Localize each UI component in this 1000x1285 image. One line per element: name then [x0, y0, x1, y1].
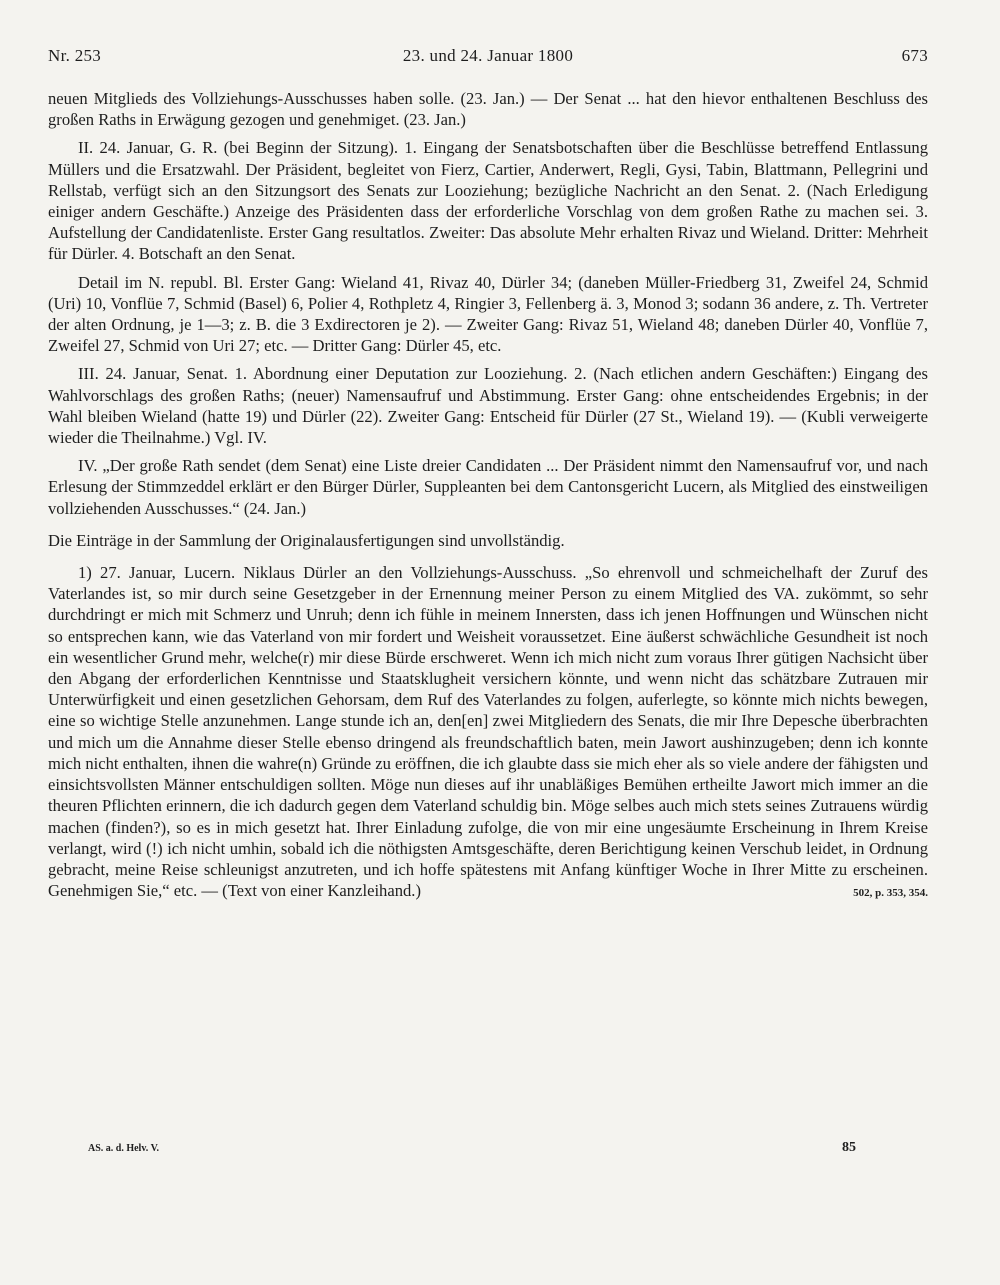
running-header: [48, 40, 928, 70]
header-date: 23. und 24. Januar 1800: [402, 46, 574, 65]
paragraph-1: neuen Mitglieds des Vollziehungs-Ausschusses haben solle. (23. Jan.) — Der Senat ... hat den hievor enthaltenen Beschluss des großen Raths in Erwägung gezogen und genehmiget. (23. Jan.): [48, 89, 928, 130]
footer-signature: AS. a. d. Helv. V.: [88, 1143, 160, 1154]
document-number: Nr. 253: [48, 46, 102, 65]
archive-reference: 502, p. 353, 354.: [853, 887, 928, 900]
letter-text: 1) 27. Januar, Lucern. Niklaus Dürler an den Vollziehungs-Ausschuss. „So ehrenvoll und schmeichelhaft der Zuruf des Vaterlandes ist, so mir durch seine Gesetzgeber in der Ernennung meiner Person zu einem Mitglied des VA. zukömmt, so sehr durchdringt er mich mit Schmerz und Unruh; denn ich fühle in meinem Innersten, dass ich jenen Hoffnungen und Wünschen nicht so entsprechen kann, wie das Vaterland von mir fordert und Weisheit voraussetzet. Eine äußerst schwächliche Gesundheit ist noch ein wesentlicher Grund mehr, welche(r) mir diese Bürde erschweret. Wenn ich mich nicht zum voraus Ihrer gütigen Nachsicht über den Abgang der erforderlichen Kenntnisse und Staatsklugheit versichern könnte, und wenn nicht das schätzbare Zutrauen mir Unterwürfigkeit und einen gesetzlichen Gehorsam, dem Ruf des Vaterlandes zu folgen, auferlegte, so könnte mich nichts bewegen, eine so wichtige Stelle anzunehmen. Lange stunde ich an, den[en] zwei Mitgliedern des Senats, die mir Ihre Depesche überbrachten und mich um die Annahme dieser Stelle ebenso dringend als freundschaftlich baten, mein Jawort aushinzugeben; denn ich konnte mich nicht enthalten, ihnen die wahre(n) Gründe zu eröffnen, die ich glaubte dass sie mich eher als so viele andere der fähigsten und einsichtsvollsten Männer entschuldigen sollten. Möge nun dieses auf ihr unabläßiges Bemühen ertheilte Jawort mich immer an die theuren Pflichten erinnern, die ich dadurch gegen dem Vaterland schuldig bin. Möge selbes auch mich stets seines Zutrauens würdig machen (finden?), so es in mich gesetzt hat. Ihrer Einladung zufolge, die von mir eine ungesäumte Erscheinung in Ihrem Kreise verlangt, wird (!) ich nicht umhin, sobald ich die nöthigsten Amtsgeschäfte, deren Berichtigung keinen Verschub leidet, in Ordnung gebracht, meine Reise schleunigst anzutreten, und ich hoffe spätestens mit Anfang künftiger Woche in Ihrer Mitte zu erscheinen. Genehmigen Sie,“ etc. — (Text von einer Kanzleihand.): [48, 563, 928, 901]
page-footer: [88, 1140, 856, 1160]
paragraph-5: IV. „Der große Rath sendet (dem Senat) eine Liste dreier Candidaten ... Der Präsident nimmt den Namensaufruf vor, und nach Erlesung der Stimmzeddel erklärt er den Bürger Dürler, Suppleanten bei dem Cantonsgericht Lucern, als Mitglied des einstweiligen vollziehenden Ausschusses.“ (24. Jan.): [48, 456, 928, 518]
document-page: [48, 40, 928, 904]
body-text: [48, 88, 928, 901]
page-number: 673: [901, 46, 928, 65]
paragraph-4: III. 24. Januar, Senat. 1. Abordnung einer Deputation zur Looziehung. 2. (Nach etlichen andern Geschäften:) Eingang des Wahlvorschlags des großen Raths; (neuer) Namensaufruf und Abstimmung. Erster Gang: ohne entscheidendes Ergebnis; in der Wahl bleiben Wieland (hatte 19) und Dürler (22). Zweiter Gang: Entscheid für Dürler (27 St., Wieland 19). — (Kubli verweigerte wieder die Theilnahme.) Vgl. IV.: [48, 364, 928, 448]
footer-sheet-number: 85: [842, 1140, 856, 1155]
paragraph-7: [48, 562, 928, 901]
paragraph-2: II. 24. Januar, G. R. (bei Beginn der Sitzung). 1. Eingang der Senatsbotschaften über die Beschlüsse betreffend Entlassung Müllers und die Ersatzwahl. Der Präsident, begleitet von Fierz, Cartier, Anderwert, Regli, Gysi, Tabin, Blattmann, Pellegrini und Rellstab, verfügt sich an den Sitzungsort des Senats zur Looziehung; bezügliche Nachricht an den Senat. 2. (Nach Erledigung einiger andern Geschäfte.) Anzeige des Präsidenten dass der erforderliche Vorschlag von dem großen Rathe zu machen sei. 3. Aufstellung der Candidatenliste. Erster Gang resultatlos. Zweiter: Das absolute Mehr erhalten Rivaz und Wieland. Dritter: Mehrheit für Dürler. 4. Botschaft an den Senat.: [48, 138, 928, 264]
paragraph-3: Detail im N. republ. Bl. Erster Gang: Wieland 41, Rivaz 40, Dürler 34; (daneben Müller-Friedberg 31, Zweifel 24, Schmid (Uri) 10, Vonflüe 7, Schmid (Basel) 6, Polier 4, Rothpletz 4, Ringier 3, Fellenberg ä. 3, Monod 3; sodann 36 andere, z. Th. Vertreter der alten Ordnung, je 1—3; z. B. die 3 Exdirectoren je 2). — Zweiter Gang: Rivaz 51, Wieland 48; daneben Dürler 40, Vonflüe 7, Zweifel 27, Schmid von Uri 27; etc. — Dritter Gang: Dürler 45, etc.: [48, 272, 928, 356]
paragraph-6: Die Einträge in der Sammlung der Originalausfertigungen sind unvollständig.: [48, 530, 565, 550]
